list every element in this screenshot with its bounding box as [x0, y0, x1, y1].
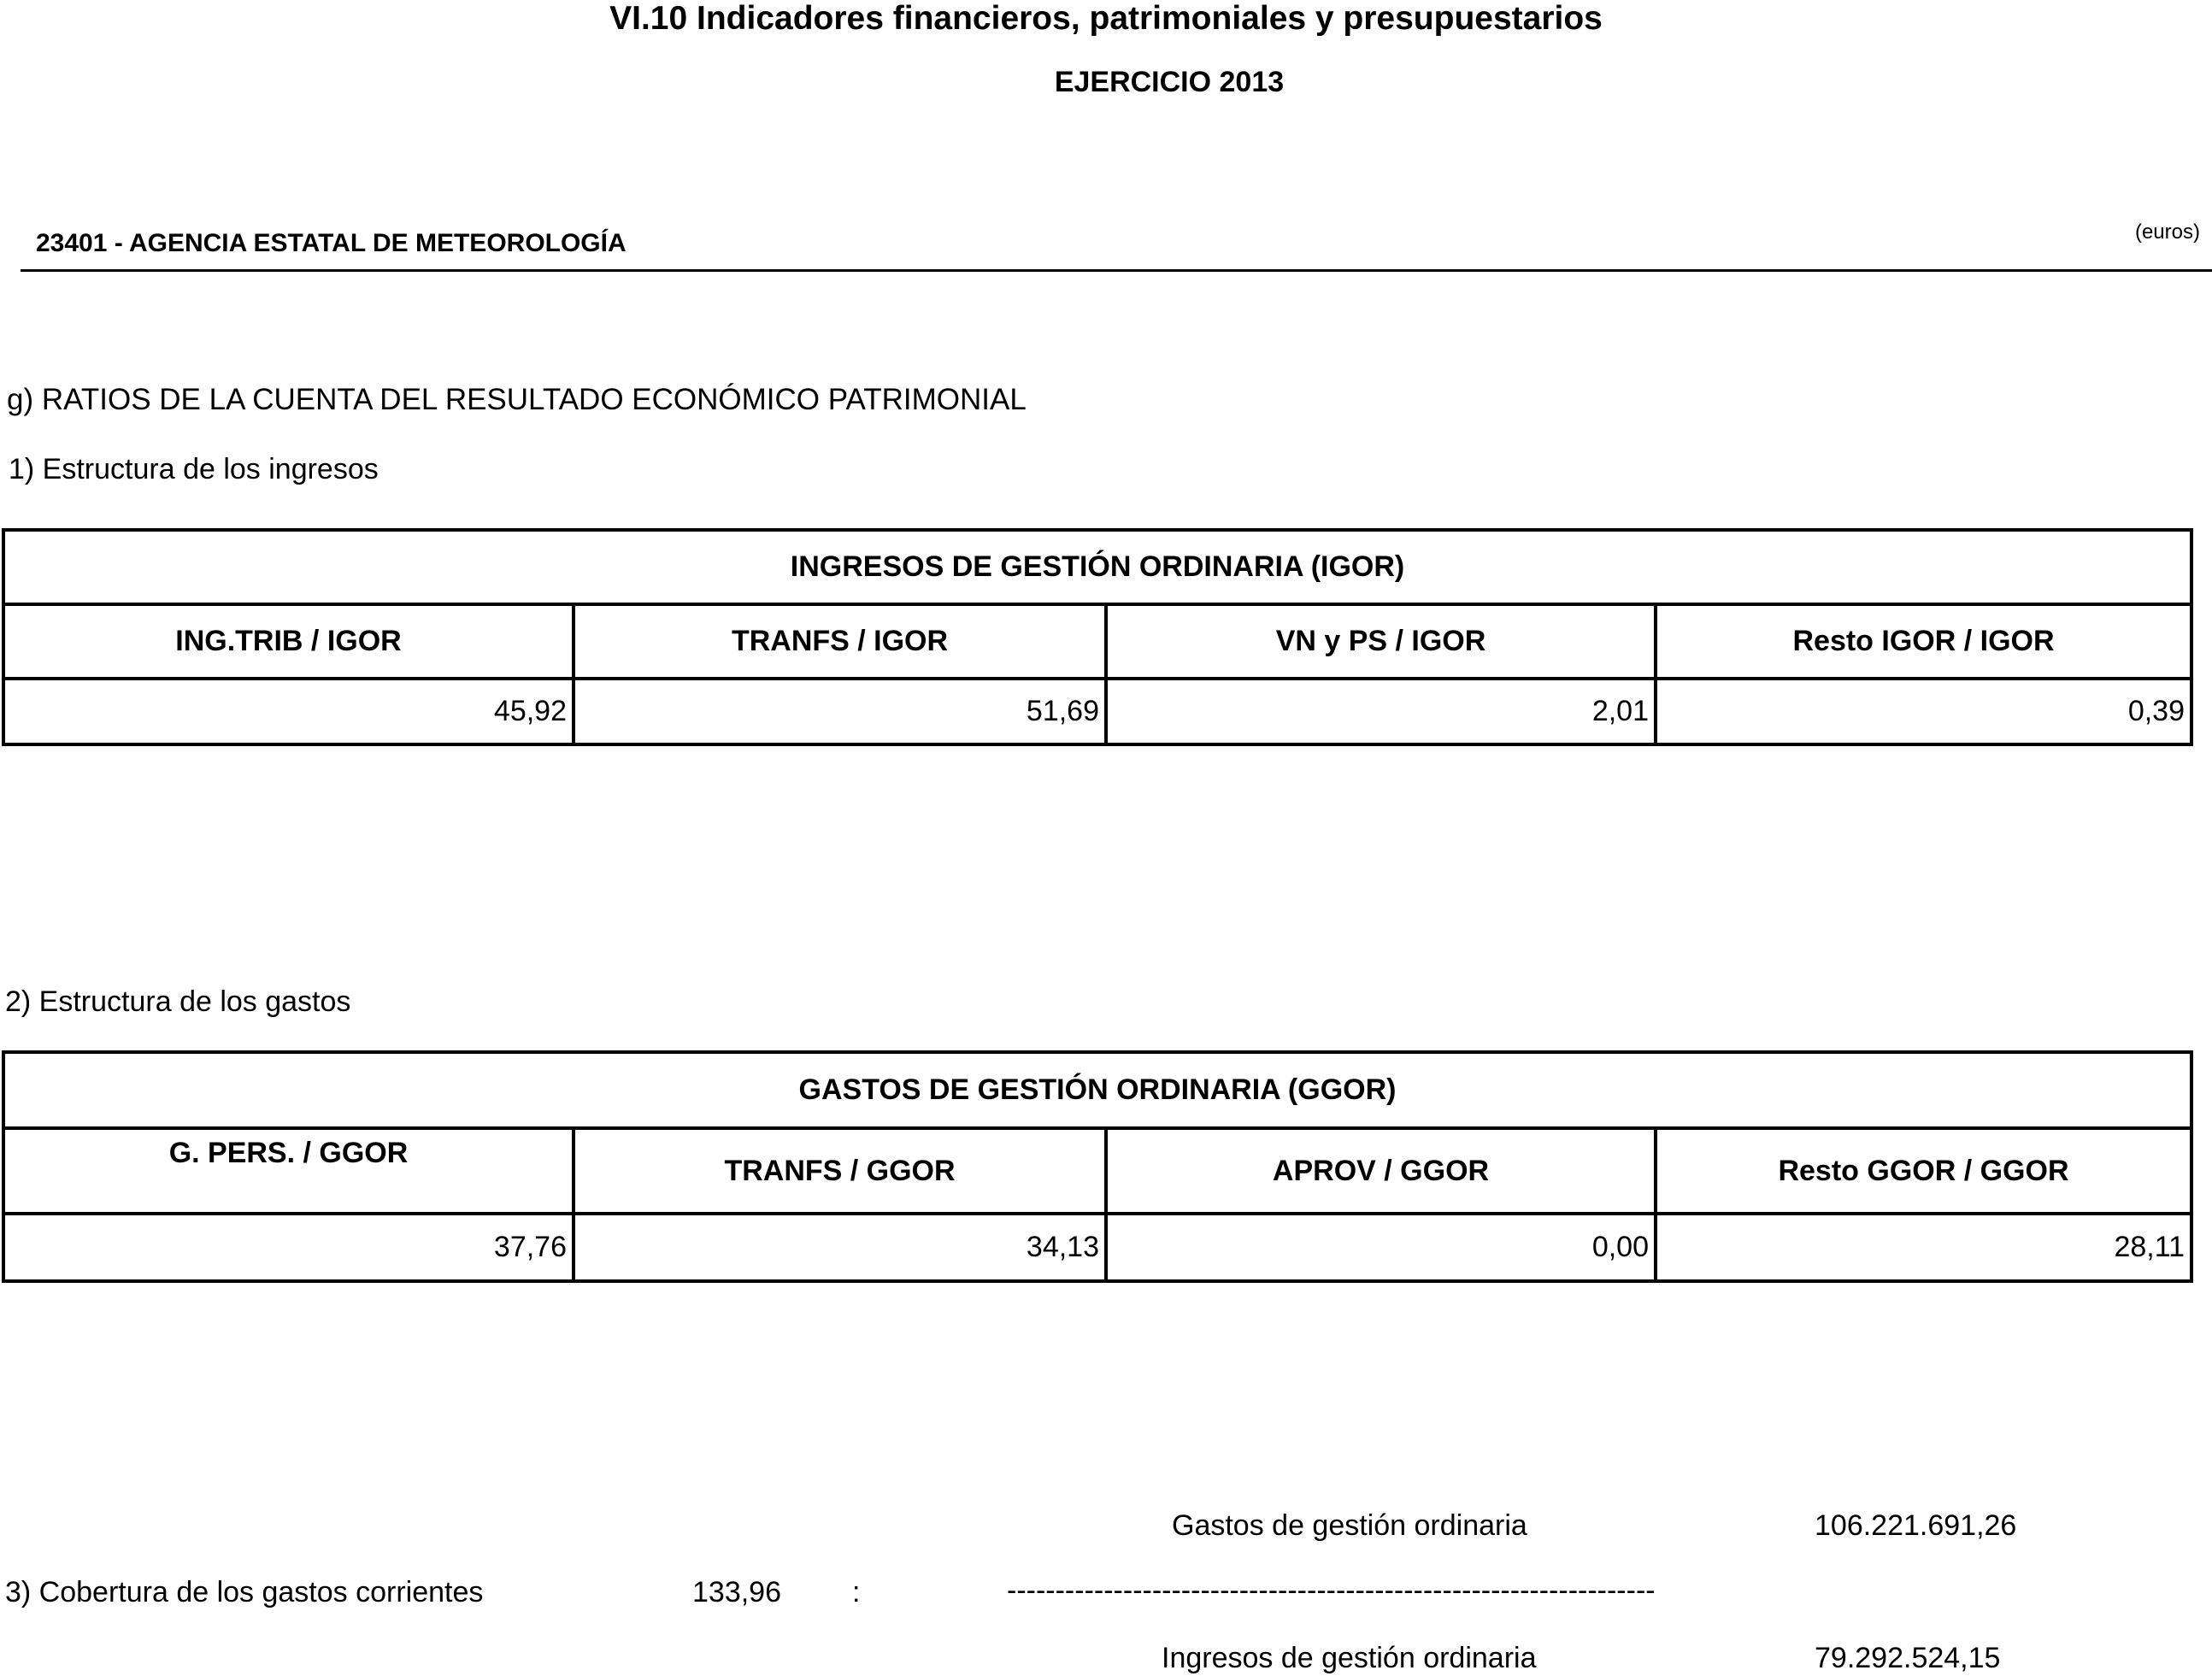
ratio-value: 0,39	[1656, 679, 2191, 744]
cobertura-label: 3) Cobertura de los gastos corrientes	[5, 1576, 484, 1608]
column-header: TRANFS / IGOR	[574, 604, 1106, 679]
column-header: VN y PS / IGOR	[1106, 604, 1656, 679]
denominator-value: 79.292.524,15	[1815, 1642, 2001, 1674]
fiscal-year: EJERCICIO 2013	[1054, 66, 1285, 98]
column-header: TRANFS / GGOR	[574, 1128, 1106, 1214]
ratio-value: 34,13	[574, 1214, 1106, 1281]
ratio-value: 0,00	[1106, 1214, 1656, 1281]
fraction-line: -------------------------------------------------------------------	[1007, 1574, 1656, 1607]
column-header: Resto IGOR / IGOR	[1656, 604, 2191, 679]
cobertura-colon: :	[852, 1576, 861, 1608]
ingresos-ratios-table	[2, 528, 2193, 746]
ratio-value: 37,76	[3, 1214, 574, 1281]
numerator-value: 106.221.691,26	[1815, 1509, 2017, 1542]
units-label: (euros)	[2134, 221, 2200, 244]
column-header: Resto GGOR / GGOR	[1656, 1128, 2191, 1214]
gastos-subtitle: 2) Estructura de los gastos	[5, 985, 351, 1018]
header-divider	[21, 269, 2212, 272]
gastos-ratios-table	[2, 1050, 2193, 1283]
ratio-value: 45,92	[3, 679, 574, 744]
ingresos-subtitle: 1) Estructura de los ingresos	[9, 453, 379, 485]
gastos-group-header: GASTOS DE GESTIÓN ORDINARIA (GGOR)	[3, 1052, 2191, 1128]
page-title: VI.10 Indicadores financieros, patrimoniales y presupuestarios	[609, 0, 1603, 37]
column-header: APROV / GGOR	[1106, 1128, 1656, 1214]
entity-name: 23401 - AGENCIA ESTATAL DE METEOROLOGÍA	[36, 229, 627, 257]
denominator-label: Ingresos de gestión ordinaria	[1162, 1642, 1537, 1674]
column-header: G. PERS. / GGOR	[3, 1128, 574, 1214]
ratio-value: 2,01	[1106, 679, 1656, 744]
cobertura-value: 133,96	[692, 1576, 781, 1608]
column-header: ING.TRIB / IGOR	[3, 604, 574, 679]
numerator-label: Gastos de gestión ordinaria	[1172, 1509, 1527, 1542]
ratio-value: 28,11	[1656, 1214, 2191, 1281]
ingresos-group-header: INGRESOS DE GESTIÓN ORDINARIA (IGOR)	[3, 530, 2191, 604]
ratio-value: 51,69	[574, 679, 1106, 744]
section-title: g) RATIOS DE LA CUENTA DEL RESULTADO ECONÓMICO PATRIMONIAL	[7, 383, 1027, 416]
